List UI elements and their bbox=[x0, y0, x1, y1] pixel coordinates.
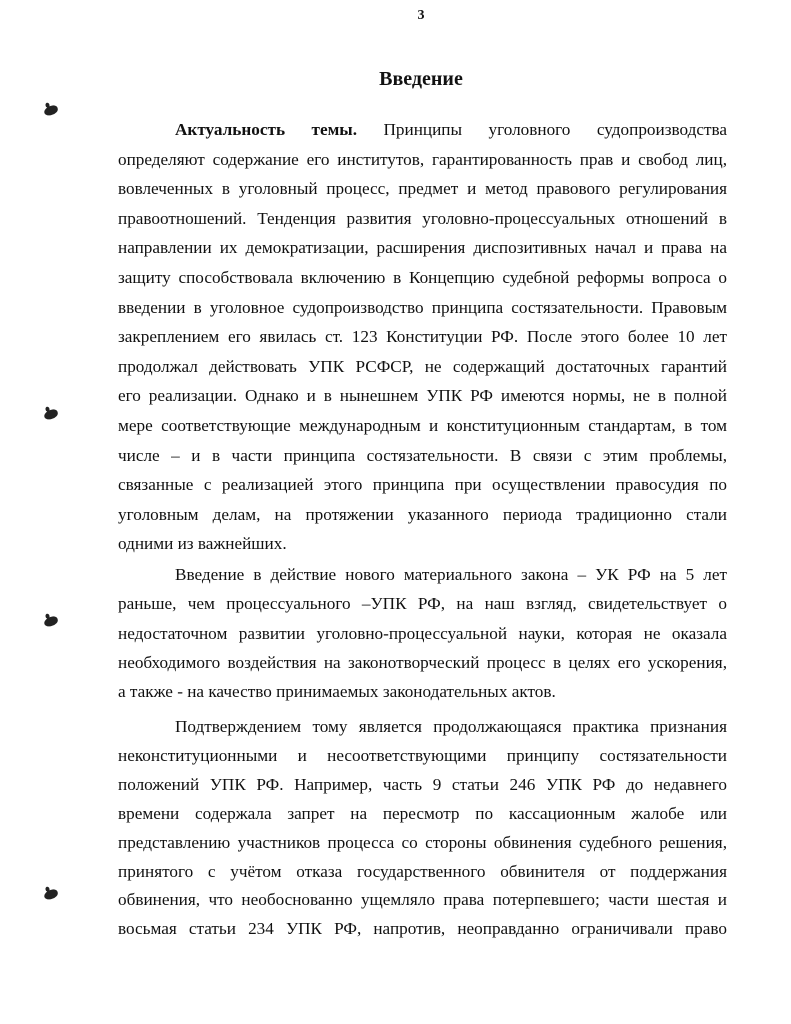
text-line bbox=[118, 774, 727, 796]
text-line bbox=[118, 889, 727, 911]
lead-heading: Актуальность темы. bbox=[175, 120, 358, 139]
line-text: определяют содержание его институтов, гарантированность прав и свобод лиц, bbox=[118, 149, 727, 169]
line-text: правоотношений. Тенденция развития уголовно-процессуальных отношений в bbox=[118, 208, 727, 228]
text-line bbox=[118, 504, 727, 526]
line-text: одними из важнейших. bbox=[118, 534, 287, 554]
line-text: закреплением его явилась ст. 123 Конституции РФ. После этого более 10 лет bbox=[118, 327, 727, 347]
text-line bbox=[118, 533, 727, 555]
line-text: представлению участников процесса со стороны обвинения судебного решения, bbox=[118, 832, 727, 852]
line-text: связанные с реализацией этого принципа при осуществлении правосудия по bbox=[118, 475, 727, 495]
line-text: Принципы уголовного судопроизводства bbox=[383, 120, 728, 139]
text-line bbox=[175, 716, 727, 738]
line-text: защиту способствовала включению в Концепцию судебной реформы вопроса о bbox=[118, 268, 727, 287]
text-line bbox=[118, 652, 727, 674]
line-text: направлении их демократизации, расширения диспозитивных начал и права на bbox=[118, 238, 727, 258]
line-text: времени содержала запрет на пересмотр по кассационным жалобе или bbox=[118, 803, 727, 823]
text-line bbox=[118, 208, 727, 230]
text-line bbox=[118, 918, 727, 940]
line-text: вовлеченных в уголовный процесс, предмет и метод правового регулирования bbox=[118, 179, 727, 199]
line-text: продолжал действовать УПК РСФСР, не содержащий достаточных гарантий bbox=[118, 356, 727, 376]
line-text: принятого с учётом отказа государственного обвинителя от поддержания bbox=[118, 861, 727, 881]
line-text: а также - на качество принимаемых законодательных актов. bbox=[118, 682, 556, 702]
text-line bbox=[118, 593, 727, 615]
text-line bbox=[118, 149, 727, 171]
scan-mark-icon bbox=[43, 408, 59, 420]
line-text: числе – и в части принципа состязательности. В связи с этим проблемы, bbox=[118, 445, 727, 465]
text-line bbox=[118, 832, 727, 854]
text-line bbox=[175, 119, 727, 141]
line-text: его реализации. Однако и в нынешнем УПК РФ имеются нормы, не в полной bbox=[118, 386, 727, 406]
text-line bbox=[118, 326, 727, 348]
line-text: уголовным делам, на протяжении указанного периода традиционно стали bbox=[118, 504, 727, 524]
text-line bbox=[118, 861, 727, 883]
line-text: восьмая статьи 234 УПК РФ, напротив, неоправданно ограничивали право bbox=[118, 919, 727, 939]
scan-mark-icon bbox=[43, 888, 59, 900]
line-text: мере соответствующие международным и конституционным стандартам, в том bbox=[118, 416, 727, 435]
line-text: неконституционными и несоответствующими принципу состязательности bbox=[118, 745, 727, 765]
page-number: 3 bbox=[417, 8, 425, 23]
section-title: Введение bbox=[379, 68, 463, 90]
scan-mark-icon bbox=[43, 615, 59, 627]
line-text: Подтверждением тому является продолжающаяся практика признания bbox=[175, 717, 727, 736]
text-line bbox=[118, 415, 727, 437]
text-line bbox=[118, 297, 727, 319]
line-text: недостаточном развитии уголовно-процессуальной науки, которая не оказала bbox=[118, 623, 727, 643]
line-text: обвинения, что необоснованно ущемляло права потерпевшего; части шестая и bbox=[118, 890, 727, 910]
line-text: введении в уголовное судопроизводство принципа состязательности. Правовым bbox=[118, 297, 727, 317]
text-line bbox=[118, 267, 727, 289]
line-text: Введение в действие нового материального закона – УК РФ на 5 лет bbox=[175, 565, 727, 584]
text-line bbox=[175, 564, 727, 586]
text-line bbox=[118, 237, 727, 259]
text-line bbox=[118, 803, 727, 825]
text-line bbox=[118, 745, 727, 767]
line-text: положений УПК РФ. Например, часть 9 статьи 246 УПК РФ до недавнего bbox=[118, 774, 727, 794]
line-text: раньше, чем процессуального –УПК РФ, на наш взгляд, свидетельствует о bbox=[118, 594, 727, 614]
text-line bbox=[118, 356, 727, 378]
text-line bbox=[118, 178, 727, 200]
text-line bbox=[118, 445, 727, 467]
line-text: необходимого воздействия на законотворческий процесс в целях его ускорения, bbox=[118, 652, 727, 672]
scan-mark-icon bbox=[43, 104, 59, 116]
text-line bbox=[118, 385, 727, 407]
text-line bbox=[118, 681, 727, 703]
text-line bbox=[118, 623, 727, 645]
text-line bbox=[118, 474, 727, 496]
